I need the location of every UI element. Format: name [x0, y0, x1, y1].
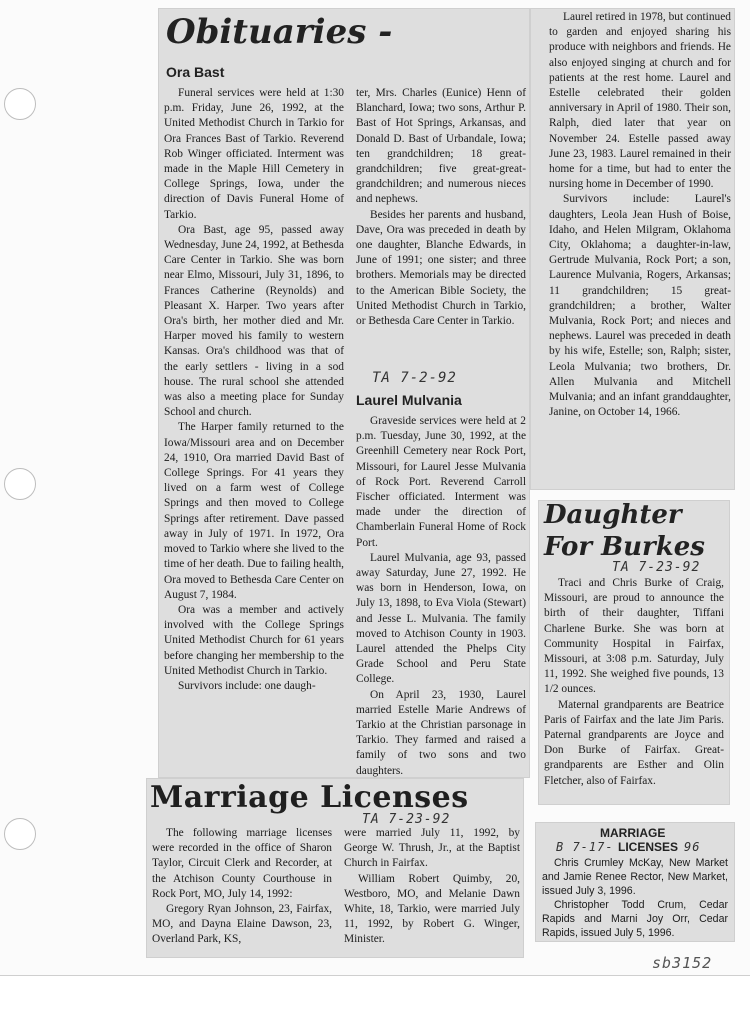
obituary-column-1 [164, 86, 344, 694]
paragraph: Maternal grandparents are Beatrice Paris of Fairfax and the late Jim Paris. Paternal grandparents are Joyce and Don Burke of Fairfax. Great-grandparents are Esther and Olin Fletcher, also of Fairfax. [544, 698, 724, 787]
ora-bast-heading: Ora Bast [166, 64, 225, 80]
paragraph: On April 23, 1930, Laurel married Estelle Marie Andrews of Tarkio at the Christian parsonage in Tarkio. They farmed and raised a family of two sons and two daughters. [356, 688, 526, 777]
paragraph: Graveside services were held at 2 p.m. Tuesday, June 30, 1992, at the Greenhill Cemetery near Rock Port, Missouri, for Laurel Jesse Mulvania of Rock Port. Reverend Carroll Fischer officiated. Interment was made under the direction of Chamberlain Funeral Home of Rock Port. [356, 415, 526, 549]
marriage-small-heading: MARRIAGE [600, 826, 666, 840]
daughter-title-line1: Daughter [544, 500, 682, 530]
obituary-column-2-bottom [356, 414, 526, 779]
laurel-mulvania-heading: Laurel Mulvania [356, 392, 462, 408]
marriage-small-body [542, 856, 728, 940]
paragraph: Traci and Chris Burke of Craig, Missouri, are proud to announce the birth of their daughter, Tiffani Charlene Burke. She was born at Community Hospital in Fairfax, Missouri, at 3:08 p.m. Saturday, July 11, 1992. She weighed five pounds, 13 1/2 ounces. [544, 577, 724, 696]
paragraph: Gregory Ryan Johnson, 23, Fairfax, MO, and Dayna Elaine Dawson, 23, Overland Park, KS, [152, 903, 332, 946]
paragraph: Christopher Todd Crum, Cedar Rapids and Marni Joy Orr, Cedar Rapids, issued July 5, 1996. [542, 899, 728, 939]
paragraph: Chris Crumley McKay, New Market and Jamie Renee Rector, New Market, issued July 3, 1996. [542, 857, 728, 897]
binder-hole-middle [4, 468, 36, 500]
obituary-column-2-top [356, 86, 526, 329]
paragraph: Survivors include: one daugh- [178, 679, 316, 692]
paragraph: Ora Bast, age 95, passed away Wednesday, June 24, 1992, at Bethesda Care Center in Tarkio. She was born near Elmo, Missouri, July 31, 1896, to Frances Catherine (Reynolds) and Pleasant X. Harper. Two years after Ora's birth, her mother died and Mr. Harper moved his family to western Kansas. Ora's childhood was that of the early settlers - living in a sod house. The rural school she attended was also a meeting place for Sunday School and church. [164, 223, 344, 419]
paragraph: Ora was a member and actively involved with the College Springs United Methodist Church for 61 years before changing her membership to the United Methodist Church in Tarkio. [164, 603, 344, 677]
marriage-column-1 [152, 826, 332, 948]
daughter-body [544, 576, 724, 789]
paragraph: ter, Mrs. Charles (Eunice) Henn of Blanchard, Iowa; two sons, Arthur P. Bast of Hot Springs, Arkansas, and Donald D. Bast of Urbandale, Iowa; ten grandchildren; 18 great-grandchildren; five great-great-grandchildren; and numerous nieces and nephews. [356, 87, 526, 206]
daughter-title-line2: For Burkes [544, 532, 705, 562]
handwritten-date: TA 7-23-92 [362, 812, 451, 827]
paragraph: Survivors include: Laurel's daughters, Leola Jean Hush of Boise, Idaho, and Helen Milgram, Oklahoma City, Oklahoma; a daughter-in-law, Gertrude Mulvania, Rock Port; a son, Laurence Mulvania, Rogers, Arkansas; 11 grandchildren; 15 great-grandchildren; a brother, Walter Mulvania, Rock Port; and nieces and nephews. Laurel was preceded in death by his wife, Estelle; son, Ralph; sister, Leola Mulvania; two brothers, Dr. Allen Mulvania and Mitchell Mulvania; and an infant granddaughter, Janine, on October 14, 1966. [549, 193, 731, 419]
handwritten-date: TA 7-2-92 [372, 370, 457, 386]
handwritten-number: 96 [684, 840, 701, 854]
marriage-title: Marriage Licenses [150, 780, 469, 815]
paragraph: William Robert Quimby, 20, Westboro, MO, and Melanie Dawn White, 18, Tarkio, were married July 11, 1992, by Robert G. Winger, Minister. [344, 872, 520, 946]
handwritten-date: B 7-17- [556, 840, 614, 854]
obituary-column-3 [549, 10, 731, 420]
paragraph: Funeral services were held at 1:30 p.m. Friday, June 26, 1992, at the United Methodist Church in Tarkio for Ora Frances Bast of Tarkio. Reverend Rob Winger officiated. Interment was made in the Maple Hill Cemetery in College Springs, Iowa, under the direction of Davis Funeral Home of Tarkio. [164, 87, 344, 221]
marriage-column-2 [344, 826, 520, 948]
paragraph: Laurel Mulvania, age 93, passed away Saturday, June 27, 1992. He was born in Henderson, Iowa, on July 13, 1898, to Eva Viola (Stewart) and Jesse L. Mulvania. The family moved to Atchison County in 1903. Laurel attended the Phelps City Grade School and Peru State College. [356, 551, 526, 686]
marriage-small-heading-2: LICENSES [618, 840, 679, 854]
paragraph: were married July 11, 1992, by George W. Thrush, Jr., at the Baptist Church in Fairfax. [344, 827, 520, 870]
obituaries-title: Obituaries - [166, 12, 393, 52]
binder-hole-top [4, 88, 36, 120]
binder-hole-bottom [4, 818, 36, 850]
paragraph: The following marriage licenses were recorded in the office of Sharon Taylor, Circuit Clerk and Recorder, at the Atchison County Courthouse in Rock Port, MO, July 14, 1992: [152, 827, 332, 900]
handwritten-date: TA 7-23-92 [612, 560, 701, 575]
archive-number: sb3152 [652, 954, 713, 972]
paragraph: The Harper family returned to the Iowa/Missouri area and on December 24, 1910, Ora married David Bast of College Springs. For 41 years they lived on a farm west of College Springs and then moved to College Springs after retirement. Dave passed away in July of 1971. In 1972, Ora moved to Tarkio where she lived to the time of her death. Due to failing health, Ora moved to Bethesda Care Center on August 7, 1984. [164, 421, 344, 601]
paragraph: Laurel retired in 1978, but continued to garden and enjoyed sharing his produce with neighbors and friends. He also enjoyed singing at church and for patients at the rest home. Laurel and Estelle celebrated their golden anniversary in April of 1980. Their son, Ralph, died later that year on November 24. Estelle passed away June 23, 1983. Laurel remained in their home for a time, but had to enter the nursing home in December of 1990. [549, 11, 731, 191]
paragraph: Besides her parents and husband, Dave, Ora was preceded in death by one daughter, Blanche Edwards, in June of 1991; one sister; and three brothers. Memorials may be directed to the American Bible Society, the United Methodist Church in Tarkio, or Bethesda Care Center in Tarkio. [356, 208, 526, 328]
